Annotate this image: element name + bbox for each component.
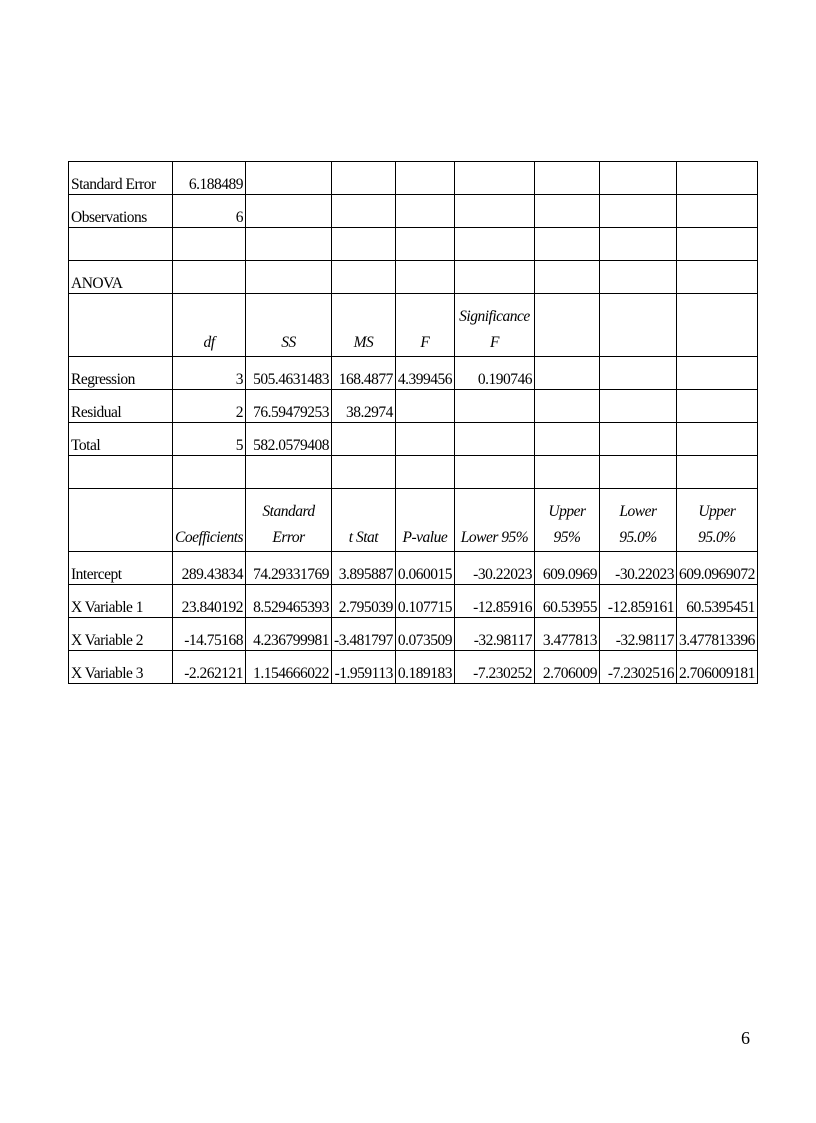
table-cell: 60.5395451	[676, 585, 757, 618]
row-label-cell: Regression	[69, 357, 173, 390]
table-cell: 3	[173, 357, 246, 390]
table-cell: -7.230252	[454, 651, 534, 684]
table-cell	[246, 228, 332, 261]
table-cell	[454, 228, 534, 261]
table-cell: 582.0579408	[246, 423, 332, 456]
table-cell: 3.477813396	[676, 618, 757, 651]
table-cell: 4.236799981	[246, 618, 332, 651]
table-cell: 74.29331769	[246, 552, 332, 585]
table-cell: Significance F	[454, 294, 534, 357]
table-cell	[246, 261, 332, 294]
table-cell	[676, 423, 757, 456]
table-cell	[395, 162, 454, 195]
table-cell: 0.189183	[395, 651, 454, 684]
table-cell: F	[395, 294, 454, 357]
table-cell	[534, 261, 599, 294]
table-cell	[676, 456, 757, 489]
table-cell: -12.859161	[599, 585, 676, 618]
table-cell: -3.481797	[332, 618, 396, 651]
table-cell: SS	[246, 294, 332, 357]
table-cell	[454, 261, 534, 294]
table-cell: 6.188489	[173, 162, 246, 195]
table-cell: 23.840192	[173, 585, 246, 618]
table-cell	[599, 228, 676, 261]
blank-row	[69, 456, 758, 489]
coef-row	[69, 618, 758, 651]
table-cell: -30.22023	[599, 552, 676, 585]
table-cell: -30.22023	[454, 552, 534, 585]
row-label-cell	[69, 489, 173, 552]
table-cell	[246, 162, 332, 195]
table-cell	[173, 456, 246, 489]
table-cell	[676, 162, 757, 195]
row-label-cell: ANOVA	[69, 261, 173, 294]
table-cell: 505.4631483	[246, 357, 332, 390]
anova-row	[69, 423, 758, 456]
table-cell	[395, 261, 454, 294]
row-label-cell: Residual	[69, 390, 173, 423]
table-cell	[534, 294, 599, 357]
table-cell	[534, 195, 599, 228]
table-cell: -32.98117	[454, 618, 534, 651]
table-cell	[332, 261, 396, 294]
coef-header-row	[69, 489, 758, 552]
table-cell: -2.262121	[173, 651, 246, 684]
table-cell: t Stat	[332, 489, 396, 552]
table-cell: 2.706009181	[676, 651, 757, 684]
table-cell	[332, 423, 396, 456]
table-cell	[676, 195, 757, 228]
table-cell	[599, 294, 676, 357]
table-cell	[246, 456, 332, 489]
table-cell: 8.529465393	[246, 585, 332, 618]
table-cell	[395, 228, 454, 261]
stats-row	[69, 162, 758, 195]
anova-row	[69, 390, 758, 423]
table-cell: Upper 95.0%	[676, 489, 757, 552]
table-cell	[395, 390, 454, 423]
table-cell: 2.795039	[332, 585, 396, 618]
row-label-cell	[69, 456, 173, 489]
table-cell	[332, 228, 396, 261]
table-cell	[395, 423, 454, 456]
table-cell	[599, 390, 676, 423]
table-cell: 3.895887	[332, 552, 396, 585]
table-cell	[676, 261, 757, 294]
row-label-cell: X Variable 2	[69, 618, 173, 651]
regression-output-table	[68, 161, 758, 684]
table-cell: 2.706009	[534, 651, 599, 684]
table-cell: 0.060015	[395, 552, 454, 585]
table-cell	[395, 195, 454, 228]
table-cell	[599, 357, 676, 390]
table-cell	[676, 357, 757, 390]
table-cell: 609.0969	[534, 552, 599, 585]
table-cell: Upper 95%	[534, 489, 599, 552]
table-cell: 289.43834	[173, 552, 246, 585]
table-cell: 0.073509	[395, 618, 454, 651]
table-cell: 6	[173, 195, 246, 228]
table-cell	[599, 162, 676, 195]
table-cell: 4.399456	[395, 357, 454, 390]
row-label-cell	[69, 294, 173, 357]
table-cell	[676, 228, 757, 261]
table-cell: -14.75168	[173, 618, 246, 651]
table-cell: 60.53955	[534, 585, 599, 618]
table-cell: Lower 95.0%	[599, 489, 676, 552]
table-cell: 609.0969072	[676, 552, 757, 585]
table-cell	[599, 261, 676, 294]
table-cell: Lower 95%	[454, 489, 534, 552]
table-cell: 3.477813	[534, 618, 599, 651]
table-cell: P-value	[395, 489, 454, 552]
table-cell: -12.85916	[454, 585, 534, 618]
table-cell	[332, 456, 396, 489]
table-cell	[454, 456, 534, 489]
table-cell: -7.2302516	[599, 651, 676, 684]
table-cell	[454, 423, 534, 456]
anova-title-row	[69, 261, 758, 294]
row-label-cell: X Variable 1	[69, 585, 173, 618]
table-cell	[332, 162, 396, 195]
table-cell: -1.959113	[332, 651, 396, 684]
table-cell: 2	[173, 390, 246, 423]
table-cell: 76.59479253	[246, 390, 332, 423]
table-cell	[395, 456, 454, 489]
row-label-cell: Total	[69, 423, 173, 456]
table-cell	[534, 390, 599, 423]
table-cell: 0.107715	[395, 585, 454, 618]
row-label-cell: Observations	[69, 195, 173, 228]
table-cell: 5	[173, 423, 246, 456]
table-cell: 0.190746	[454, 357, 534, 390]
stats-row	[69, 195, 758, 228]
table-cell	[246, 195, 332, 228]
table-cell: -32.98117	[599, 618, 676, 651]
table-cell	[599, 456, 676, 489]
table-cell	[534, 228, 599, 261]
table-cell	[332, 195, 396, 228]
table-cell	[534, 162, 599, 195]
coef-row	[69, 552, 758, 585]
row-label-cell: Intercept	[69, 552, 173, 585]
table-cell	[454, 390, 534, 423]
row-label-cell: X Variable 3	[69, 651, 173, 684]
page-number: 6	[741, 1028, 750, 1048]
table-cell	[534, 456, 599, 489]
anova-row	[69, 357, 758, 390]
table-cell	[534, 357, 599, 390]
table-cell	[534, 423, 599, 456]
table-cell	[676, 294, 757, 357]
table-cell	[173, 261, 246, 294]
table-cell	[676, 390, 757, 423]
anova-header-row	[69, 294, 758, 357]
table-cell: 1.154666022	[246, 651, 332, 684]
coef-row	[69, 651, 758, 684]
table-cell: MS	[332, 294, 396, 357]
table-cell	[599, 195, 676, 228]
table-cell: df	[173, 294, 246, 357]
table-cell	[454, 162, 534, 195]
table-cell: 38.2974	[332, 390, 396, 423]
table-cell	[454, 195, 534, 228]
table-cell	[599, 423, 676, 456]
table-cell: Coefficients	[173, 489, 246, 552]
table-cell: Standard Error	[246, 489, 332, 552]
table-cell: 168.4877	[332, 357, 396, 390]
row-label-cell	[69, 228, 173, 261]
blank-row	[69, 228, 758, 261]
row-label-cell: Standard Error	[69, 162, 173, 195]
table-cell	[173, 228, 246, 261]
coef-row	[69, 585, 758, 618]
